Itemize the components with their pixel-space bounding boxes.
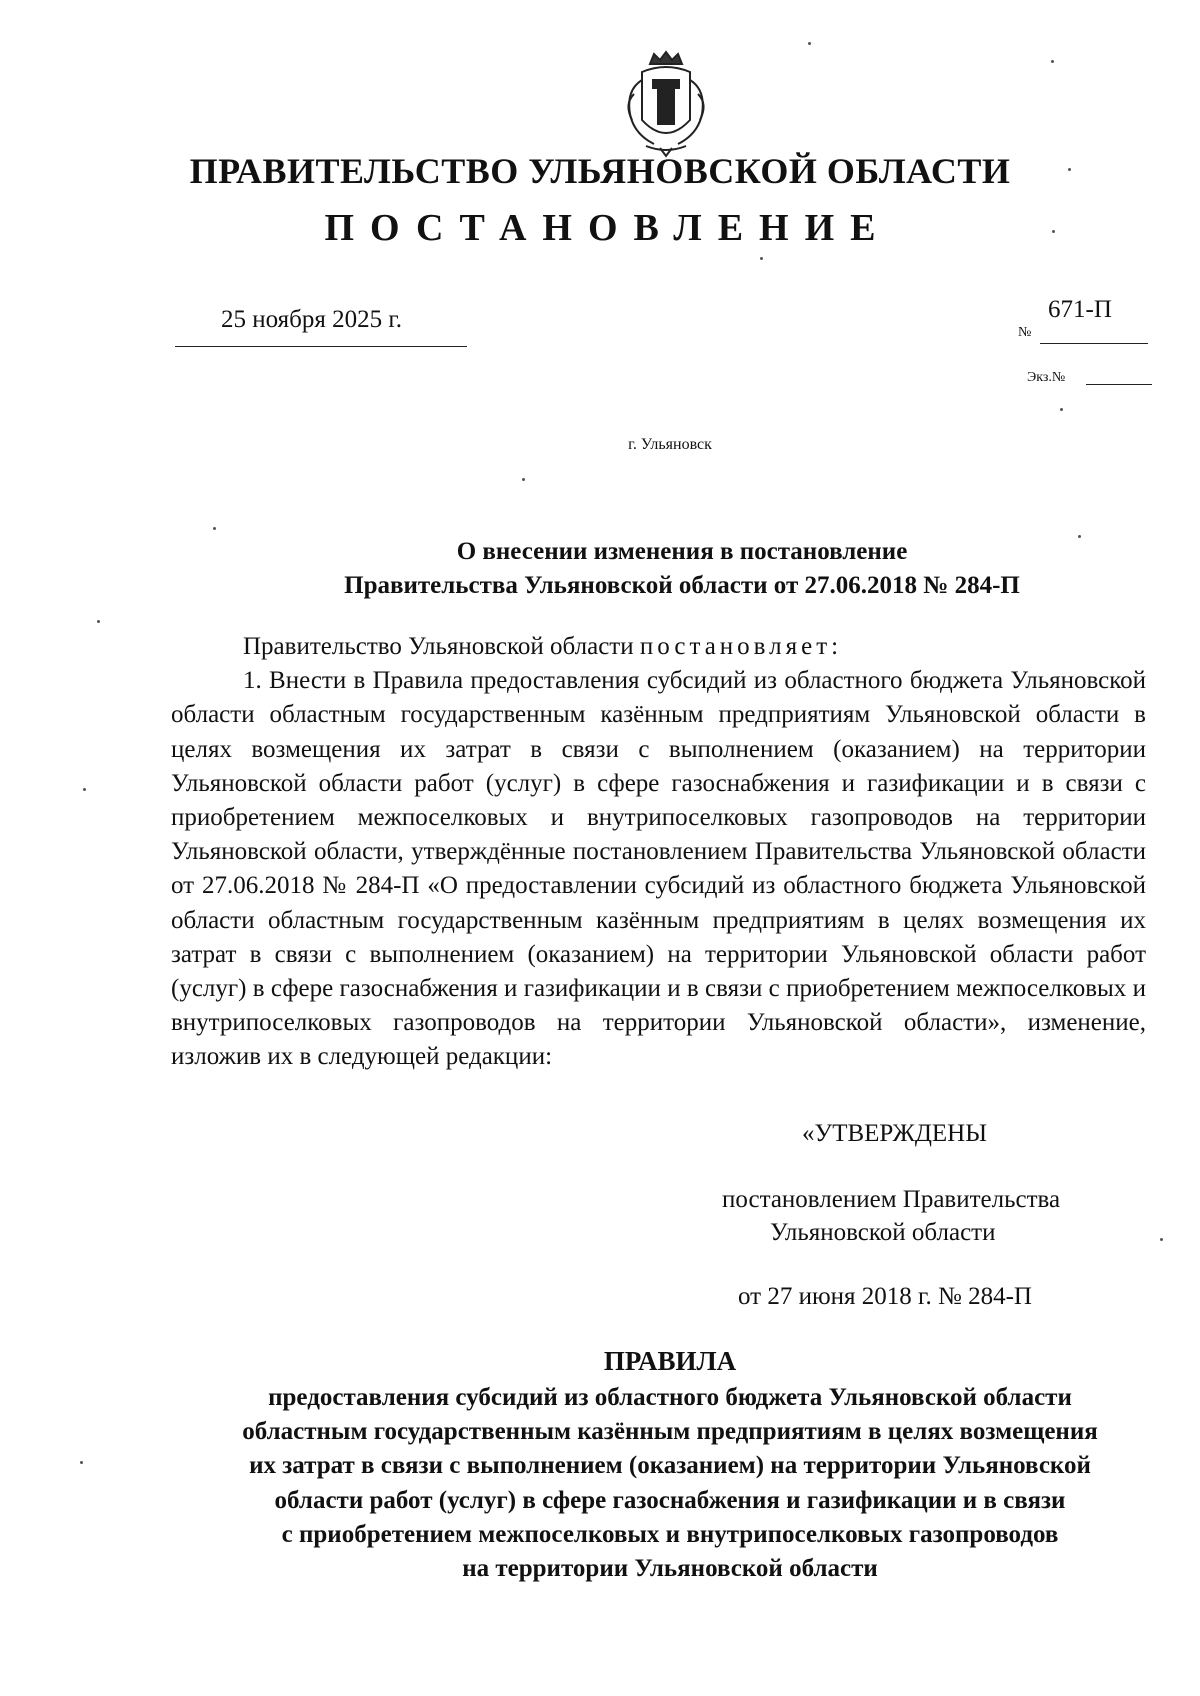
approved-stamp-text: «УТВЕРЖДЕНЫ [802,1120,988,1147]
scan-speck [522,478,525,481]
scan-speck [1068,168,1071,171]
rules-title: ПРАВИЛА [603,1346,737,1376]
subject-line-1: О внесении изменения в постановление [456,538,908,565]
decree-number: 671-П [1048,296,1112,323]
number-label: № [1018,325,1032,340]
scan-speck [760,257,763,260]
rules-subtitle-line: областным государственным казённым предприятиям в целях возмещения [242,1418,1098,1446]
rules-subtitle-line: на территории Ульяновской области [462,1555,878,1583]
item-1-paragraph: 1. Внести в Правила предоставления субсидий из областного бюджета Ульяновской области областным государственным казённым предприятиям Ульяновской области в целях возмещения их затрат в связи с выполнением (оказанием) на территории Ульяновской области работ (услуг) в сфере газоснабжения и газификации и в связи с приобретением межпоселковых и внутрипоселковых газопроводов на территории Ульяновской области, утверждённые постановлением Правительства Ульяновской области от 27.06.2018 № 284-П «О предоставлении субсидий из областного бюджета Ульяновской области областным государственным казённым предприятиям в целях возмещения их затрат в связи с выполнением (оказанием) на территории Ульяновской области работ (услуг) в сфере газоснабжения и газификации и в связи с приобретением межпоселковых и внутрипоселковых газопроводов на территории Ульяновской области», изменение, изложив их в следующей редакции: [171,667,1146,1071]
opening-text: Правительство Ульяновской области [243,633,640,660]
subject-line-2: Правительства Ульяновской области от 27.06.2018 № 284-П [344,572,1020,599]
scan-speck [83,788,86,791]
scan-speck [213,527,216,530]
decree-date: 25 ноября 2025 г. [221,306,403,333]
scan-speck [1052,230,1055,233]
scan-speck [1078,535,1081,538]
approved-by-line-1: постановлением Правительства [722,1186,1061,1213]
rules-subtitle [0,1381,1200,1586]
city-name: г. Ульяновск [628,436,712,453]
copy-number-underline [1086,384,1152,385]
document-type-title: ПОСТАНОВЛЕНИЕ [324,207,892,249]
rules-subtitle-line: области работ (услуг) в сфере газоснабжения и газификации и в связи [274,1486,1066,1514]
scan-speck [80,1461,83,1464]
approved-by-line-2: Ульяновской области [770,1219,996,1246]
scan-speck [1160,1238,1163,1241]
number-underline [1040,343,1148,344]
rules-subtitle-line: с приобретением межпоселковых и внутрипоселковых газопроводов [281,1520,1059,1548]
scan-speck [97,620,100,623]
copy-number-label: Экз.№ [1027,370,1066,385]
approved-by-block [722,1183,1060,1249]
scan-speck [1051,60,1054,63]
government-title: ПРАВИТЕЛЬСТВО УЛЬЯНОВСКОЙ ОБЛАСТИ [189,151,1011,191]
opening-paragraph [171,630,1146,664]
date-underline [175,346,467,347]
decree-subject [0,535,1200,603]
scan-speck [1060,408,1063,411]
opening-verb: постановляет: [639,633,843,660]
scan-speck [808,42,811,45]
approved-date: от 27 июня 2018 г. № 284-П [738,1283,1032,1310]
decree-body [171,630,1146,1075]
rules-subtitle-line: предоставления субсидий из областного бюджета Ульяновской области [268,1384,1072,1411]
rules-subtitle-line: их затрат в связи с выполнением (оказанием) на территории Ульяновской [249,1452,1091,1480]
coat-of-arms-emblem [620,50,712,158]
